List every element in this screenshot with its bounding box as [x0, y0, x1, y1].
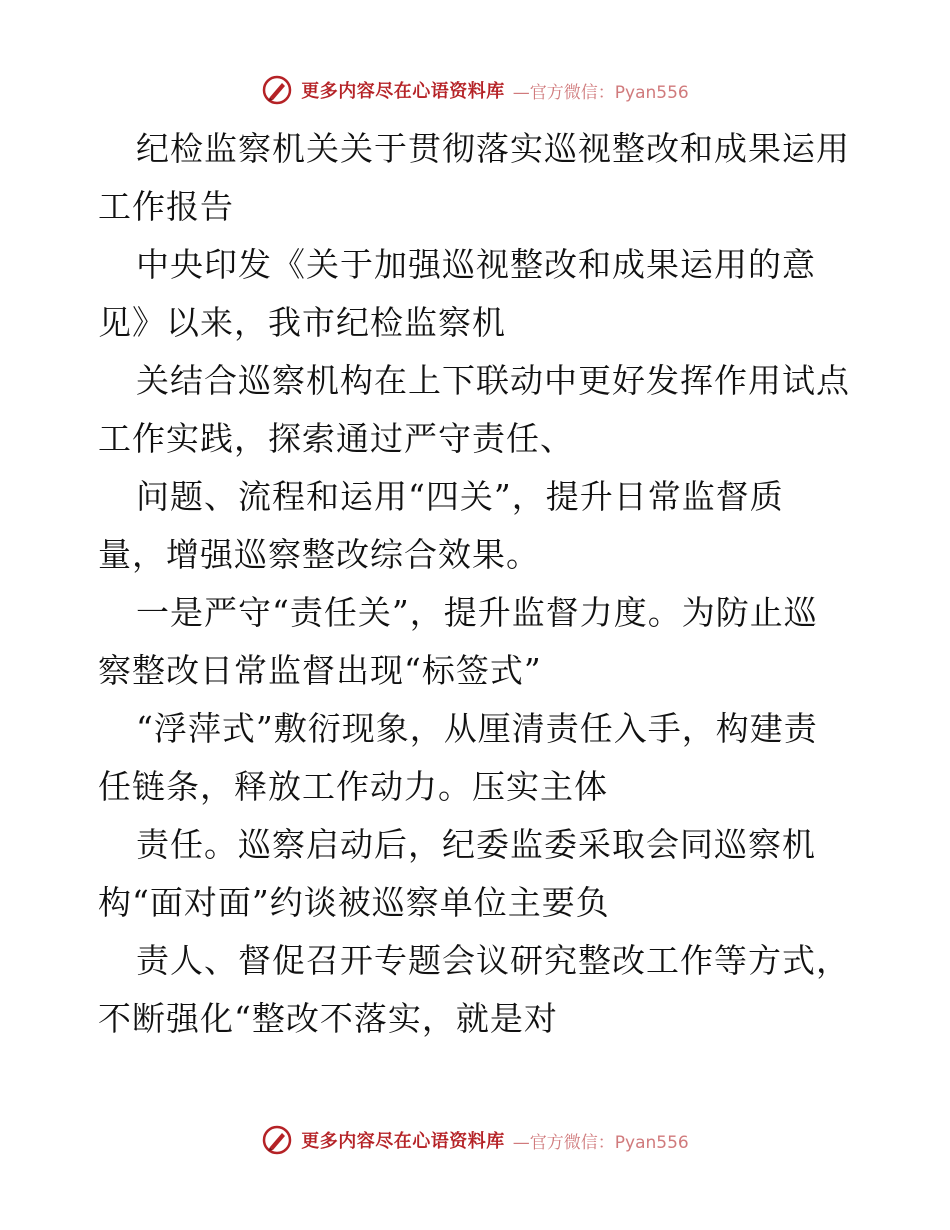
paragraph	[98, 120, 858, 236]
paragraph-line: 构“面对面”约谈被巡察单位主要负	[98, 883, 610, 922]
paragraph-line: 任链条，释放工作动力。压实主体	[98, 767, 608, 806]
paragraph-line: 责任。巡察启动后，纪委监委采取会同巡察机	[136, 825, 816, 864]
paragraph-line: 责人、督促召开专题会议研究整改工作等方式，	[136, 941, 850, 980]
paragraph	[98, 468, 858, 584]
header-banner	[0, 70, 950, 110]
paragraph-line: 关结合巡察机构在上下联动中更好发挥作用试点	[136, 361, 850, 400]
footer-main-text: 更多内容尽在心语资料库	[301, 1131, 505, 1152]
paragraph-line: 纪检监察机关关于贯彻落实巡视整改和成果运用	[136, 129, 850, 168]
paragraph-line: 问题、流程和运用“四关”，提升日常监督质	[136, 477, 784, 516]
paragraph-line: 工作报告	[98, 187, 234, 226]
header-sub-text: —官方微信：Pyan556	[512, 82, 689, 103]
pen-logo-icon	[261, 74, 293, 106]
paragraph-line: 不断强化“整改不落实，就是对	[98, 999, 558, 1038]
paragraph-line: 察整改日常监督出现“标签式”	[98, 651, 542, 690]
paragraph	[98, 236, 858, 352]
document-body	[98, 120, 858, 1048]
paragraph-line: 工作实践，探索通过严守责任、	[98, 419, 574, 458]
paragraph	[98, 584, 858, 700]
paragraph	[98, 352, 858, 468]
paragraph	[98, 932, 858, 1048]
paragraph-line: 一是严守“责任关”，提升监督力度。为防止巡	[136, 593, 818, 632]
paragraph-line: 量，增强巡察整改综合效果。	[98, 535, 540, 574]
pen-logo-icon	[261, 1124, 293, 1156]
paragraph-line: 中央印发《关于加强巡视整改和成果运用的意	[136, 245, 816, 284]
paragraph-line: 见》以来，我市纪检监察机	[98, 303, 506, 342]
paragraph	[98, 700, 858, 816]
paragraph	[98, 816, 858, 932]
header-main-text: 更多内容尽在心语资料库	[301, 81, 505, 102]
footer-sub-text: —官方微信：Pyan556	[512, 1132, 689, 1153]
paragraph-line: “浮萍式”敷衍现象，从厘清责任入手，构建责	[136, 709, 818, 748]
footer-banner	[0, 1120, 950, 1160]
